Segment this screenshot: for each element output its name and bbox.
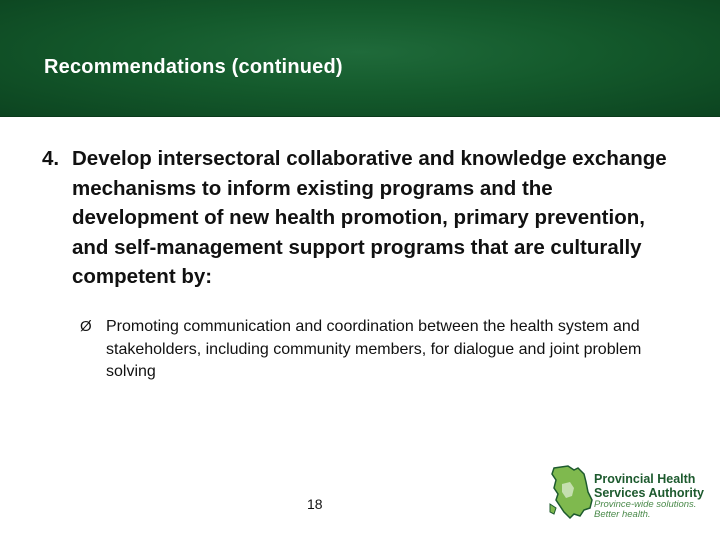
slide-header [0, 0, 720, 117]
slide-title: Recommendations (continued) [44, 56, 343, 78]
logo-tagline-1: Province-wide solutions. [594, 499, 697, 510]
bullet-text: Promoting communication and coordination between the health system and stakeholders, including community members, for dialogue and joint problem solving [106, 318, 642, 380]
logo-line-1: Provincial Health [594, 472, 696, 486]
arrow-bullet-icon: Ø [80, 318, 92, 335]
bullet-item [80, 316, 680, 384]
phsa-logo [548, 464, 720, 520]
item-number: 4. [42, 147, 60, 170]
logo-tagline-2: Better health. [594, 509, 651, 520]
logo-line-2: Services Authority [594, 486, 704, 500]
numbered-item [42, 144, 682, 292]
bc-map-icon [548, 464, 596, 520]
page-number: 18 [307, 496, 323, 512]
item-text: Develop intersectoral collaborative and knowledge exchange mechanisms to inform existing programs and the development of new health promotion, primary prevention, and self-management support programs that are culturally competent by: [72, 147, 667, 288]
